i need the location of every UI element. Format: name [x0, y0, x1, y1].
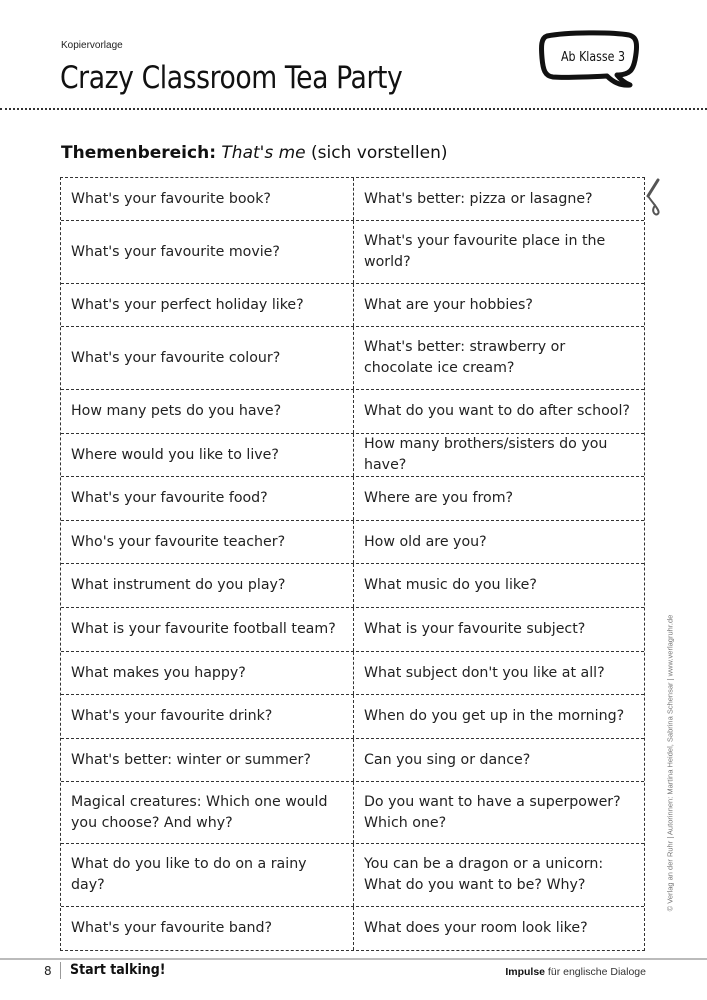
header-divider [0, 108, 707, 110]
card-row [61, 738, 644, 781]
worksheet-kicker: Kopiervorlage [61, 40, 123, 51]
question-card: What is your favourite football team? [61, 608, 354, 651]
card-row [61, 563, 644, 607]
copyright-vertical [663, 590, 677, 935]
question-card: What's your favourite place in the world? [364, 233, 606, 270]
question-card: What's your favourite drink? [61, 695, 354, 738]
card-row [61, 906, 644, 950]
question-card: What subject don't you like at all? [364, 664, 605, 681]
question-card: When do you get up in the morning? [364, 708, 625, 724]
card-row [61, 326, 644, 389]
card-row [61, 843, 644, 906]
footer-divider [0, 958, 707, 960]
theme-label: Themenbereich: [61, 143, 216, 163]
card-row [61, 694, 644, 738]
question-card: What's your favourite book? [61, 178, 354, 220]
question-card: What do you want to do after school? [364, 403, 630, 419]
question-card: You can be a dragon or a unicorn: What do you want to be? Why? [364, 856, 604, 893]
page-title: Crazy Classroom Tea Party [60, 60, 403, 96]
card-row [61, 607, 644, 651]
question-card: Where would you like to live? [61, 434, 354, 476]
question-card: What's better: strawberry or chocolate ice cream? [364, 339, 566, 376]
card-row [61, 220, 644, 283]
card-row [61, 178, 644, 220]
card-row [61, 476, 644, 520]
card-row [61, 651, 644, 694]
question-card: How many pets do you have? [61, 390, 354, 433]
book-subtitle [505, 966, 646, 978]
page-number: 8 [44, 964, 52, 978]
copyright-text: © Verlag an der Ruhr | Autorinnen: Martina Heidel, Sabrina Schensar | www.verlagruhr.de [665, 614, 675, 911]
question-card: What does your room look like? [364, 920, 588, 936]
question-cards-table [60, 177, 645, 951]
question-card: Magical creatures: Which one would you choose? And why? [61, 782, 354, 843]
question-card: How many brothers/sisters do you have? [364, 436, 608, 473]
question-card: What makes you happy? [61, 652, 354, 694]
question-card: Where are you from? [364, 490, 514, 506]
card-row [61, 283, 644, 326]
theme-suffix: (sich vorstellen) [311, 143, 448, 163]
question-card: What's your favourite colour? [61, 327, 354, 389]
question-card: What's better: pizza or lasagne? [364, 190, 593, 207]
question-card: What is your favourite subject? [364, 621, 586, 637]
theme-topic: That's me [221, 143, 306, 163]
theme-heading [61, 143, 448, 163]
grade-badge: Ab Klasse 3 [560, 50, 626, 65]
card-row [61, 433, 644, 476]
question-card: What's your favourite band? [61, 907, 354, 950]
question-card: What instrument do you play? [61, 564, 354, 607]
question-card: What are your hobbies? [364, 296, 533, 313]
question-card: What music do you like? [364, 577, 537, 593]
question-card: What do you like to do on a rainy day? [61, 844, 354, 906]
question-card: What's your perfect holiday like? [61, 284, 354, 326]
question-card: Can you sing or dance? [364, 751, 531, 768]
question-card: Do you want to have a superpower? Which one? [364, 793, 621, 831]
question-card: Who's your favourite teacher? [61, 521, 354, 563]
question-card: What's your favourite food? [61, 477, 354, 520]
card-row [61, 520, 644, 563]
series-title: Start talking! [70, 962, 166, 978]
question-card: What's better: winter or summer? [61, 739, 354, 781]
question-card: How old are you? [364, 533, 487, 550]
subtitle-rest: für englische Dialoge [545, 966, 646, 978]
card-row [61, 781, 644, 843]
question-card: What's your favourite movie? [61, 221, 354, 283]
scissors-icon [644, 178, 666, 220]
footer-separator [60, 962, 61, 979]
subtitle-bold: Impulse [505, 966, 546, 978]
card-row [61, 389, 644, 433]
